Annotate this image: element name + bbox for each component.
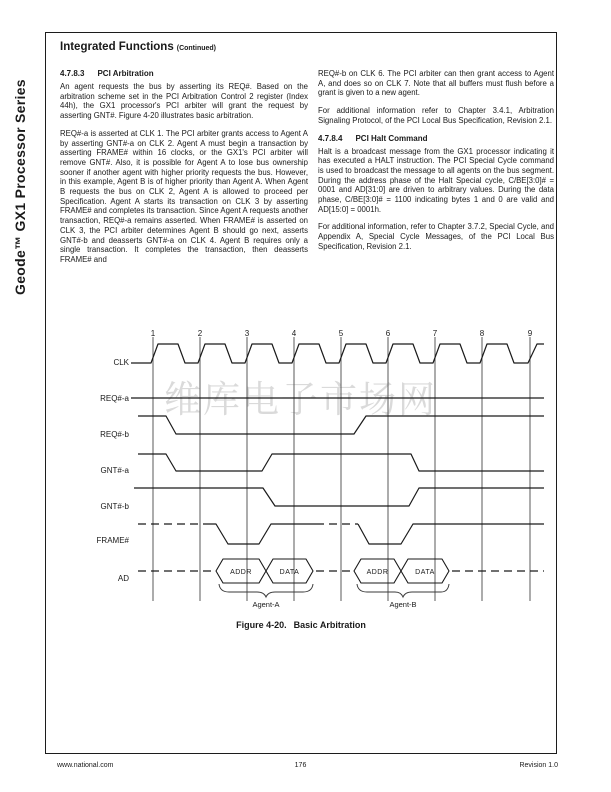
clock-tick-numbers bbox=[151, 329, 533, 338]
section-heading-pci-arbitration bbox=[60, 69, 308, 78]
paragraph: REQ#-b on CLK 6. The PCI arbiter can then grant access to Agent A, and does so on CLK 7. Note that all buffers must flush before a grant is given to a new agent. bbox=[318, 69, 554, 98]
svg-text:6: 6 bbox=[385, 329, 391, 338]
signal-label-gnt-b: GNT#-b bbox=[100, 502, 129, 511]
signal-label-frame: FRAME# bbox=[96, 536, 129, 545]
signal-label-req-b: REQ#-b bbox=[100, 430, 129, 439]
footer-revision: Revision 1.0 bbox=[519, 762, 558, 769]
section-number: 4.7.8.4 bbox=[318, 133, 343, 143]
signal-labels bbox=[97, 358, 130, 583]
agent-b-label: Agent-B bbox=[389, 600, 417, 609]
clock-gridlines bbox=[153, 337, 530, 601]
svg-text:9: 9 bbox=[527, 329, 533, 338]
left-column bbox=[60, 69, 308, 273]
section-title: PCI Halt Command bbox=[355, 133, 428, 143]
right-column bbox=[318, 69, 554, 273]
section-heading-pci-halt-command bbox=[318, 134, 554, 143]
svg-text:7: 7 bbox=[432, 329, 438, 338]
bus-phase-label: DATA bbox=[415, 569, 435, 576]
signal-label-ad: AD bbox=[117, 574, 129, 583]
svg-text:8: 8 bbox=[479, 329, 485, 338]
section-title: PCI Arbitration bbox=[97, 69, 154, 78]
signal-label-clk: CLK bbox=[113, 358, 129, 367]
two-column-text bbox=[60, 69, 554, 273]
bus-phase-label: ADDR bbox=[230, 569, 252, 576]
agent-braces bbox=[219, 584, 449, 609]
signal-label-req-a: REQ#-a bbox=[100, 394, 129, 403]
paragraph: For additional information refer to Chapter 3.4.1, Arbitration Signaling Protocol, of the PCI Local Bus Specification, Revision 2.1. bbox=[318, 106, 554, 125]
content-border-box bbox=[45, 32, 557, 754]
footer-url: www.national.com bbox=[57, 762, 114, 769]
paragraph: For additional information, refer to Chapter 3.7.2, Special Cycle, and Appendix A, Special Cycle Messages, of the PCI Local Bus Specification, Revision 2.1. bbox=[318, 222, 554, 251]
watermark-text: 维库电子市场网 bbox=[164, 379, 437, 420]
section-number: 4.7.8.3 bbox=[60, 69, 85, 78]
paragraph: An agent requests the bus by asserting its REQ#. Based on the arbitration scheme set in the PCI Arbitration Control 2 register (Index 44h), the GX1 processor's PCI arbiter will grant the request by asserting GNT#. Figure 4-20 illustrates basic arbitration. bbox=[60, 82, 308, 121]
bus-phase-label: ADDR bbox=[366, 569, 389, 576]
signal-label-gnt-a: GNT#-a bbox=[100, 466, 129, 475]
svg-text:2: 2 bbox=[197, 329, 203, 338]
svg-text:5: 5 bbox=[338, 329, 344, 338]
agent-a-label: Agent-A bbox=[252, 600, 280, 609]
page-title bbox=[60, 41, 216, 53]
paragraph: REQ#-a is asserted at CLK 1. The PCI arbiter grants access to Agent A by asserting GNT#-a on CLK 2. Agent A must begin a transaction by asserting FRAME# within 16 clocks, or the GX1's PCI arbiter will remove GNT#. Also, it is possible for Agent A to lose bus ownership sooner if another agent with higher priority requests the bus. However, in this example, Agent B is of higher priority than Agent A. When Agent B requests the bus on CLK 2, Agent A is allowed to proceed per Specification. Agent A starts its transaction on CLK 3 by asserting FRAME# and completes its transaction. Since Agent A requests another transaction, REQ#-a remains asserted. When FRAME# is asserted on CLK 3, the PCI arbiter determines Agent B should go next, asserts GNT#-b and deasserts GNT#-a on CLK 4. Agent B requires only a single transaction. It completes the transaction, then deasserts FRAME# and bbox=[60, 128, 308, 264]
svg-text:1: 1 bbox=[150, 329, 156, 338]
page-title-text: Integrated Functions bbox=[60, 41, 174, 53]
footer-page-number: 176 bbox=[294, 762, 307, 769]
figure-caption: Figure 4-20. Basic Arbitration bbox=[236, 620, 366, 630]
bus-phase-label: DATA bbox=[279, 569, 300, 576]
sidebar-vertical-title: Geode™ GX1 Processor Series bbox=[12, 79, 28, 295]
svg-text:3: 3 bbox=[244, 329, 250, 338]
paragraph: Halt is a broadcast message from the GX1 processor indicating it has executed a HALT instruction. The PCI Special Cycle command is used to broadcast the message to all agents on the bus segment. During the address phase of the Halt Special cycle, C/BE[3:0]# = 0001 and AD[31:0] are driven to arbitrary values. During the data phase, C/BE[3:0]# = 1100 indicating bytes 1 and 0 are valid and AD[15:0] = 0001h. bbox=[318, 146, 554, 214]
timing-diagram bbox=[46, 329, 556, 639]
svg-text:4: 4 bbox=[291, 329, 297, 338]
page-title-continued: (Continued) bbox=[176, 45, 216, 52]
